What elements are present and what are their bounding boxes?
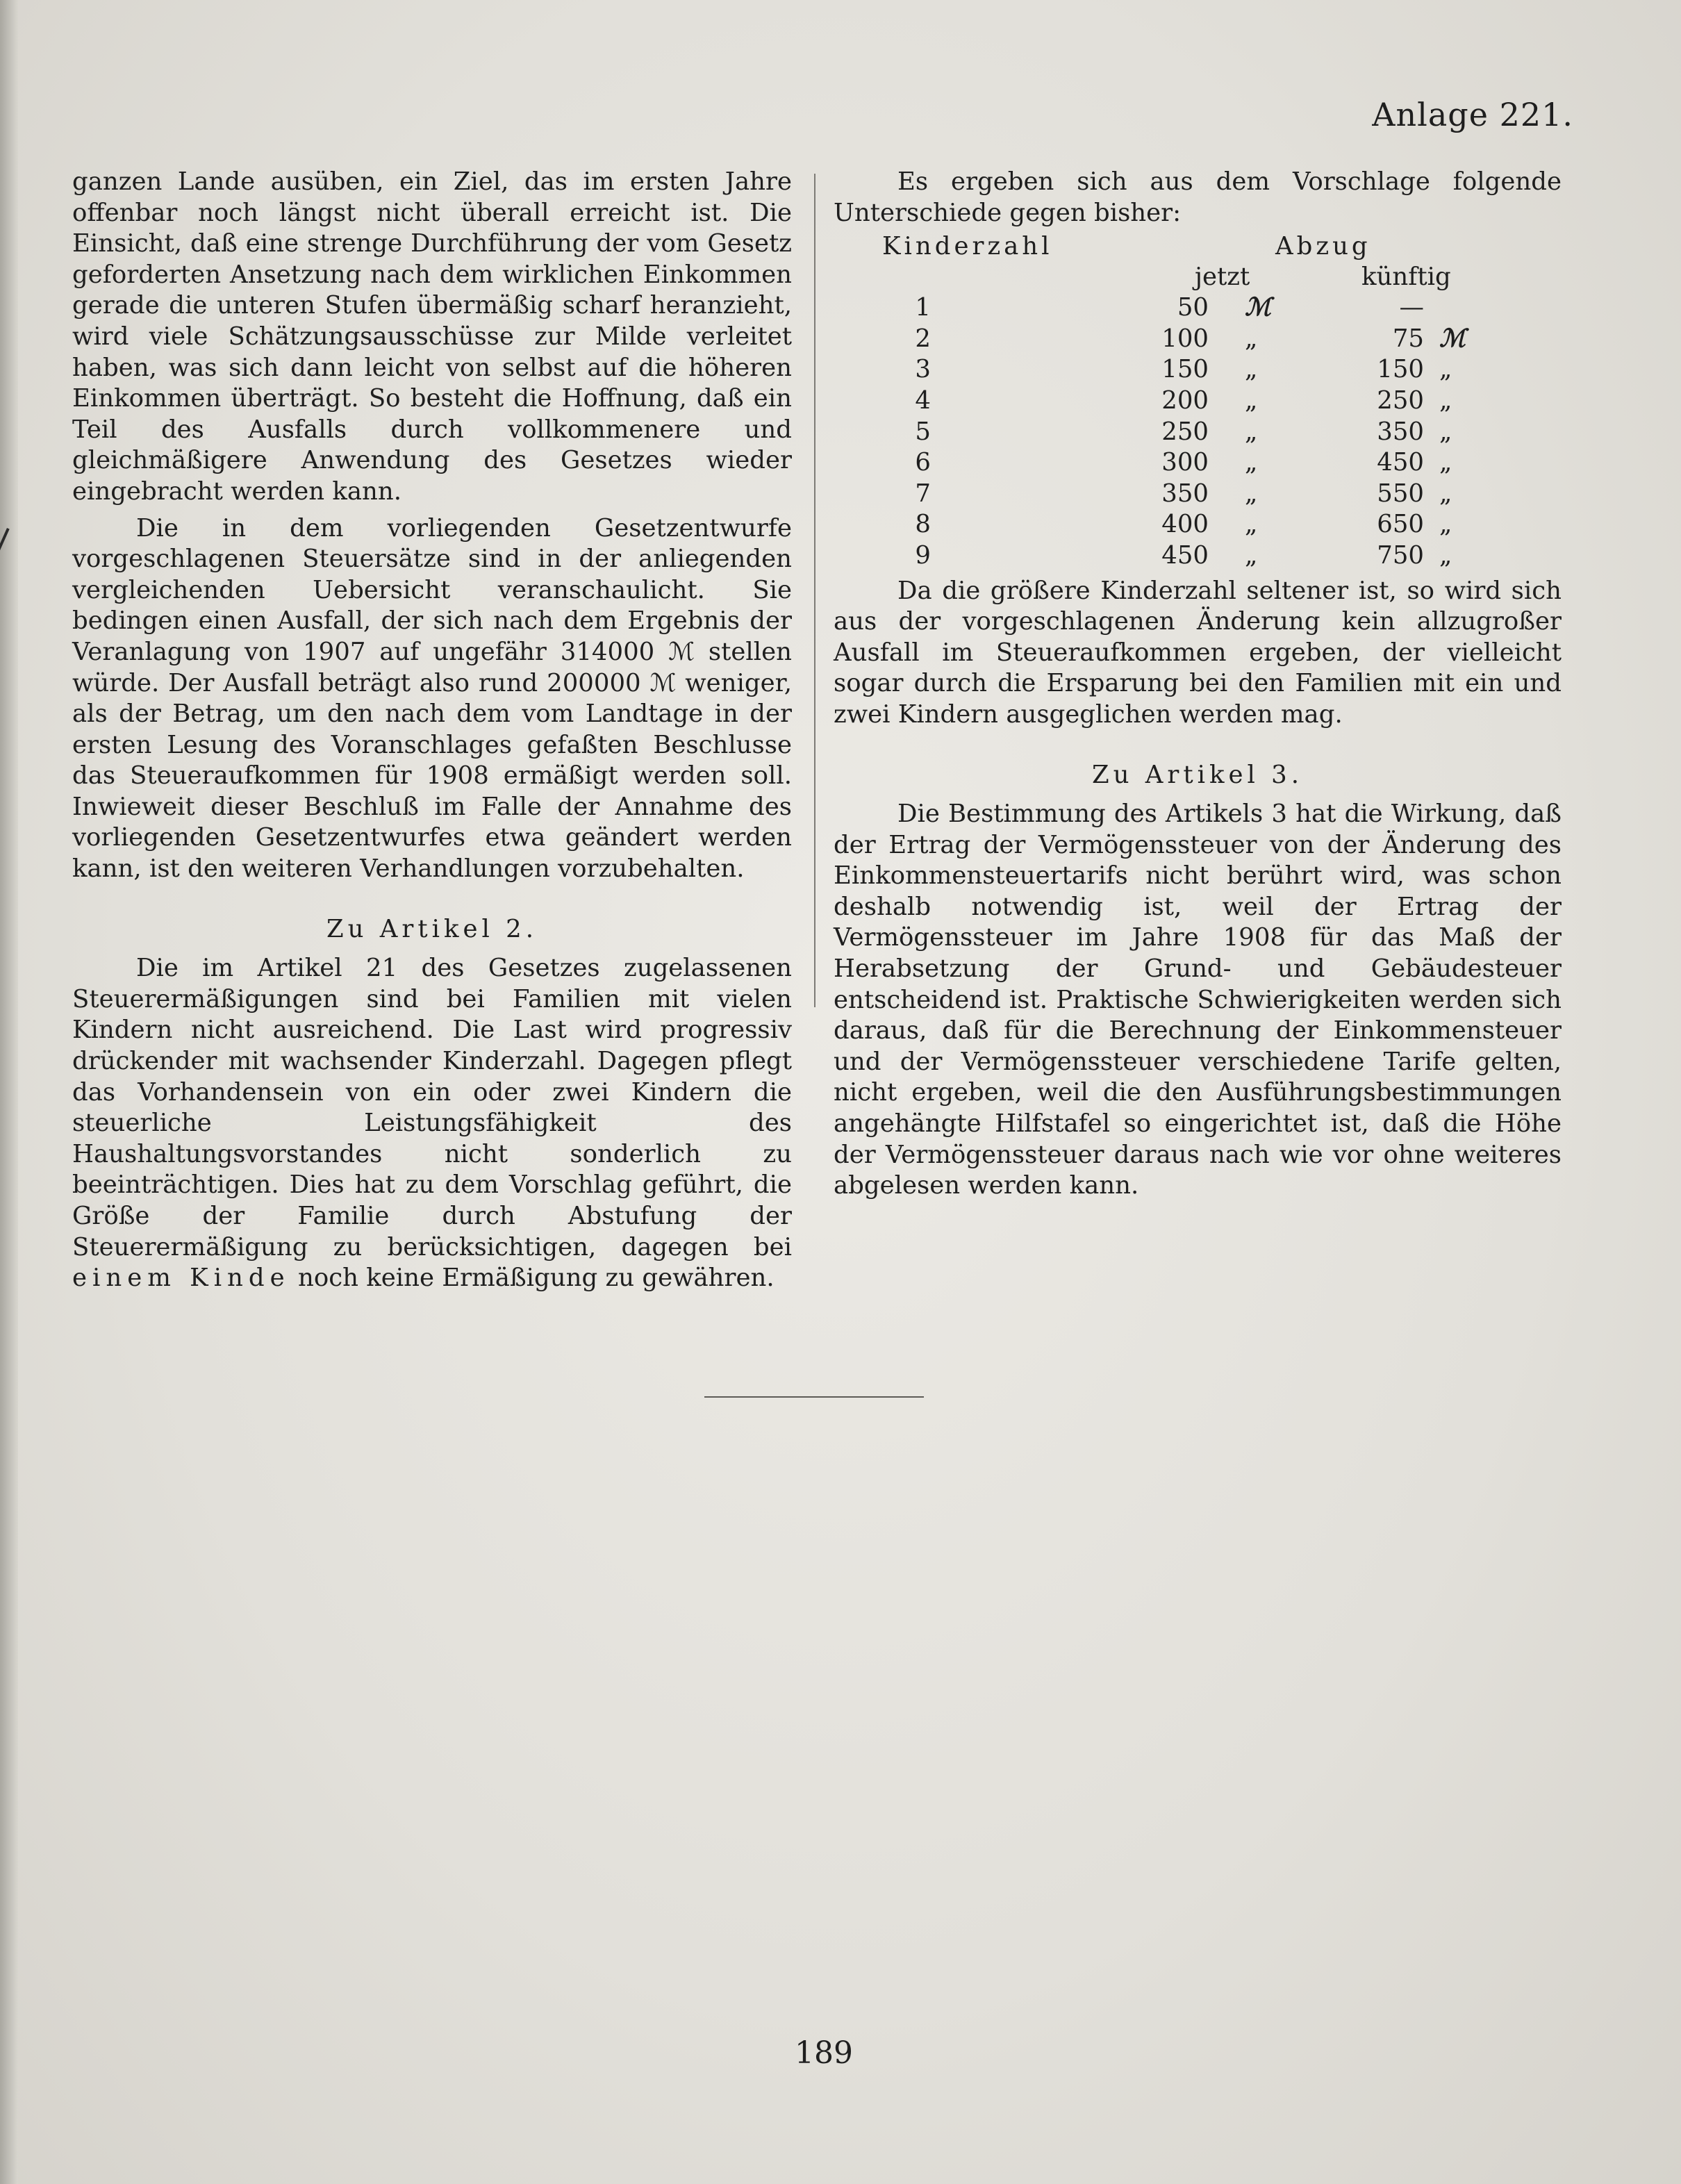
cell-jetzt-unit: „: [1245, 479, 1258, 508]
cell-kuenftig: 350: [1377, 417, 1424, 446]
cell-kuenftig: 750: [1377, 540, 1424, 570]
cell-jetzt-unit: „: [1245, 417, 1258, 446]
cell-kuenftig: 75: [1392, 324, 1424, 353]
page-number: 189: [795, 2035, 853, 2071]
section-heading-artikel-2: Zu Artikel 2.: [326, 914, 538, 943]
cell-kuenftig-unit: „: [1439, 448, 1452, 477]
cell-jetzt-unit: „: [1245, 510, 1258, 539]
cell-kinderzahl: 4: [915, 386, 931, 415]
cell-kuenftig: 150: [1377, 355, 1424, 384]
paragraph-1: ganzen Lande ausüben, ein Ziel, das im ersten Jahre offenbar noch längst nicht überall erreicht ist. Die Einsicht, daß eine strenge Durchführung der vom Gesetz geforderten Ansetzung nach dem wirklichen Einkommen gerade die unteren Stufen übermäßig scharf heranzieht, wird viele Schätzungsausschüsse zur Milde verleitet haben, was sich dann leicht von selbst auf die höheren Einkommen überträgt. So besteht die Hoffnung, daß ein Teil des Ausfalls durch vollkommenere und gleichmäßigere Anwendung des Gesetzes wieder eingebracht werden kann.: [72, 167, 792, 506]
cell-kinderzahl: 9: [915, 540, 931, 570]
cell-jetzt: 300: [1161, 448, 1209, 477]
table-row: [834, 509, 1562, 540]
cell-kinderzahl: 7: [915, 479, 931, 508]
table-row: [834, 417, 1562, 448]
cell-kinderzahl: 3: [915, 355, 931, 384]
paragraph-3-text: Die im Artikel 21 des Gesetzes zugelassenen Steuerermäßigungen sind bei Familien mit vielen Kindern nicht ausreichend. Die Last wird progressiv drückender mit wachsender Kinderzahl. Dagegen pflegt das Vorhandensein von ein oder zwei Kindern die steuerliche Leistungsfähigkeit des Haushaltungsvorstandes nicht sonderlich zu beeinträchtigen. Dies hat zu dem Vorschlag geführt, die Größe der Familie durch Abstufung der Steuerermäßigung zu berücksichtigen, dagegen bei: [72, 954, 792, 1261]
table-header-row-1: [834, 231, 1562, 262]
cell-kuenftig-unit: „: [1439, 479, 1452, 508]
cell-jetzt-unit: ℳ: [1245, 293, 1271, 322]
header-kuenftig: künftig: [1361, 263, 1451, 292]
cell-kuenftig-unit: „: [1439, 540, 1452, 570]
cell-jetzt-unit: „: [1245, 540, 1258, 570]
page-header: Anlage 221.: [1372, 96, 1573, 133]
header-kinderzahl: Kinderzahl: [882, 232, 1053, 261]
cell-kuenftig: 550: [1377, 479, 1424, 508]
cell-kuenftig: 250: [1377, 386, 1424, 415]
cell-kinderzahl: 1: [915, 293, 931, 322]
cell-kuenftig: 450: [1377, 448, 1424, 477]
paragraph-3: [72, 953, 792, 1294]
table-intro: Es ergeben sich aus dem Vorschlage folgende Unterschiede gegen bisher:: [834, 167, 1562, 227]
cell-jetzt: 100: [1161, 324, 1209, 353]
cell-kuenftig-unit: „: [1439, 417, 1452, 446]
header-jetzt: jetzt: [1195, 263, 1250, 292]
cell-kinderzahl: 2: [915, 324, 931, 353]
binding-edge: [0, 0, 18, 2184]
cell-jetzt: 150: [1161, 355, 1209, 384]
paragraph-3-end: noch keine Ermäßigung zu gewähren.: [297, 1264, 775, 1293]
cell-jetzt-unit: „: [1245, 448, 1258, 477]
table-row: [834, 354, 1562, 386]
cell-jetzt: 450: [1161, 540, 1209, 570]
cell-jetzt: 200: [1161, 386, 1209, 415]
cell-kuenftig: 650: [1377, 510, 1424, 539]
table-row: [834, 540, 1562, 572]
cell-jetzt-unit: „: [1245, 386, 1258, 415]
deduction-table: [834, 231, 1562, 571]
table-row: [834, 447, 1562, 479]
column-divider: [814, 174, 815, 1007]
table-row: [834, 479, 1562, 510]
right-column: [834, 167, 1562, 1202]
cell-jetzt: 400: [1161, 510, 1209, 539]
left-column: [72, 167, 792, 1294]
table-row: [834, 324, 1562, 355]
paragraph-2: Die in dem vorliegenden Gesetzentwurfe vorgeschlagenen Steuersätze sind in der anliegenden vergleichenden Uebersicht veranschaulicht. Sie bedingen einen Ausfall, der sich nach dem Ergebnis der Veranlagung von 1907 auf ungefähr 314000 ℳ stellen würde. Der Ausfall beträgt also rund 200000 ℳ weniger, als der Betrag, um den nach dem vom Landtage in der ersten Lesung des Voranschlages gefaßten Beschlusse das Steueraufkommen für 1908 ermäßigt werden soll. Inwieweit dieser Beschluß im Falle der Annahme des vorliegenden Gesetzentwurfes etwa geändert werden kann, ist den weiteren Verhandlungen vorzubehalten.: [72, 513, 792, 884]
table-header-row-2: [834, 262, 1562, 292]
emphasized-phrase: einem Kinde: [72, 1264, 290, 1293]
paragraph-after-table: Da die größere Kinderzahl seltener ist, so wird sich aus der vorgeschlagenen Änderung kein allzugroßer Ausfall im Steueraufkommen ergeben, der vielleicht sogar durch die Ersparung bei den Familien mit ein und zwei Kindern ausgeglichen werden mag.: [834, 576, 1562, 729]
section-heading-artikel-3: Zu Artikel 3.: [1091, 760, 1304, 789]
end-rule: [704, 1396, 924, 1398]
cell-jetzt: 350: [1161, 479, 1209, 508]
header-abzug: Abzug: [1275, 232, 1371, 261]
paragraph-4: Die Bestimmung des Artikels 3 hat die Wirkung, daß der Ertrag der Vermögenssteuer von der Änderung des Einkommensteuertarifs nicht berührt wird, was schon deshalb notwendig ist, weil der Ertrag der Vermögenssteuer im Jahre 1908 für das Maß der Herabsetzung der Grund- und Gebäudesteuer entscheidend ist. Praktische Schwierigkeiten werden sich daraus, daß für die Berechnung der Einkommensteuer und der Vermögenssteuer verschiedene Tarife gelten, nicht ergeben, weil die den Ausführungsbestimmungen angehängte Hilfstafel so eingerichtet ist, daß die Höhe der Vermögenssteuer daraus nach wie vor ohne weiteres abgelesen werden kann.: [834, 800, 1562, 1200]
table-row: [834, 386, 1562, 417]
cell-kuenftig-unit: „: [1439, 386, 1452, 415]
cell-kuenftig: —: [1399, 293, 1424, 322]
cell-jetzt-unit: „: [1245, 324, 1258, 353]
cell-jetzt: 50: [1177, 293, 1209, 322]
cell-jetzt-unit: „: [1245, 355, 1258, 384]
cell-kinderzahl: 8: [915, 510, 931, 539]
cell-kinderzahl: 6: [915, 448, 931, 477]
cell-kuenftig-unit: ℳ: [1439, 324, 1466, 353]
cell-kuenftig-unit: „: [1439, 355, 1452, 384]
cell-kuenftig-unit: „: [1439, 510, 1452, 539]
cell-kinderzahl: 5: [915, 417, 931, 446]
table-row: [834, 292, 1562, 324]
cell-jetzt: 250: [1161, 417, 1209, 446]
